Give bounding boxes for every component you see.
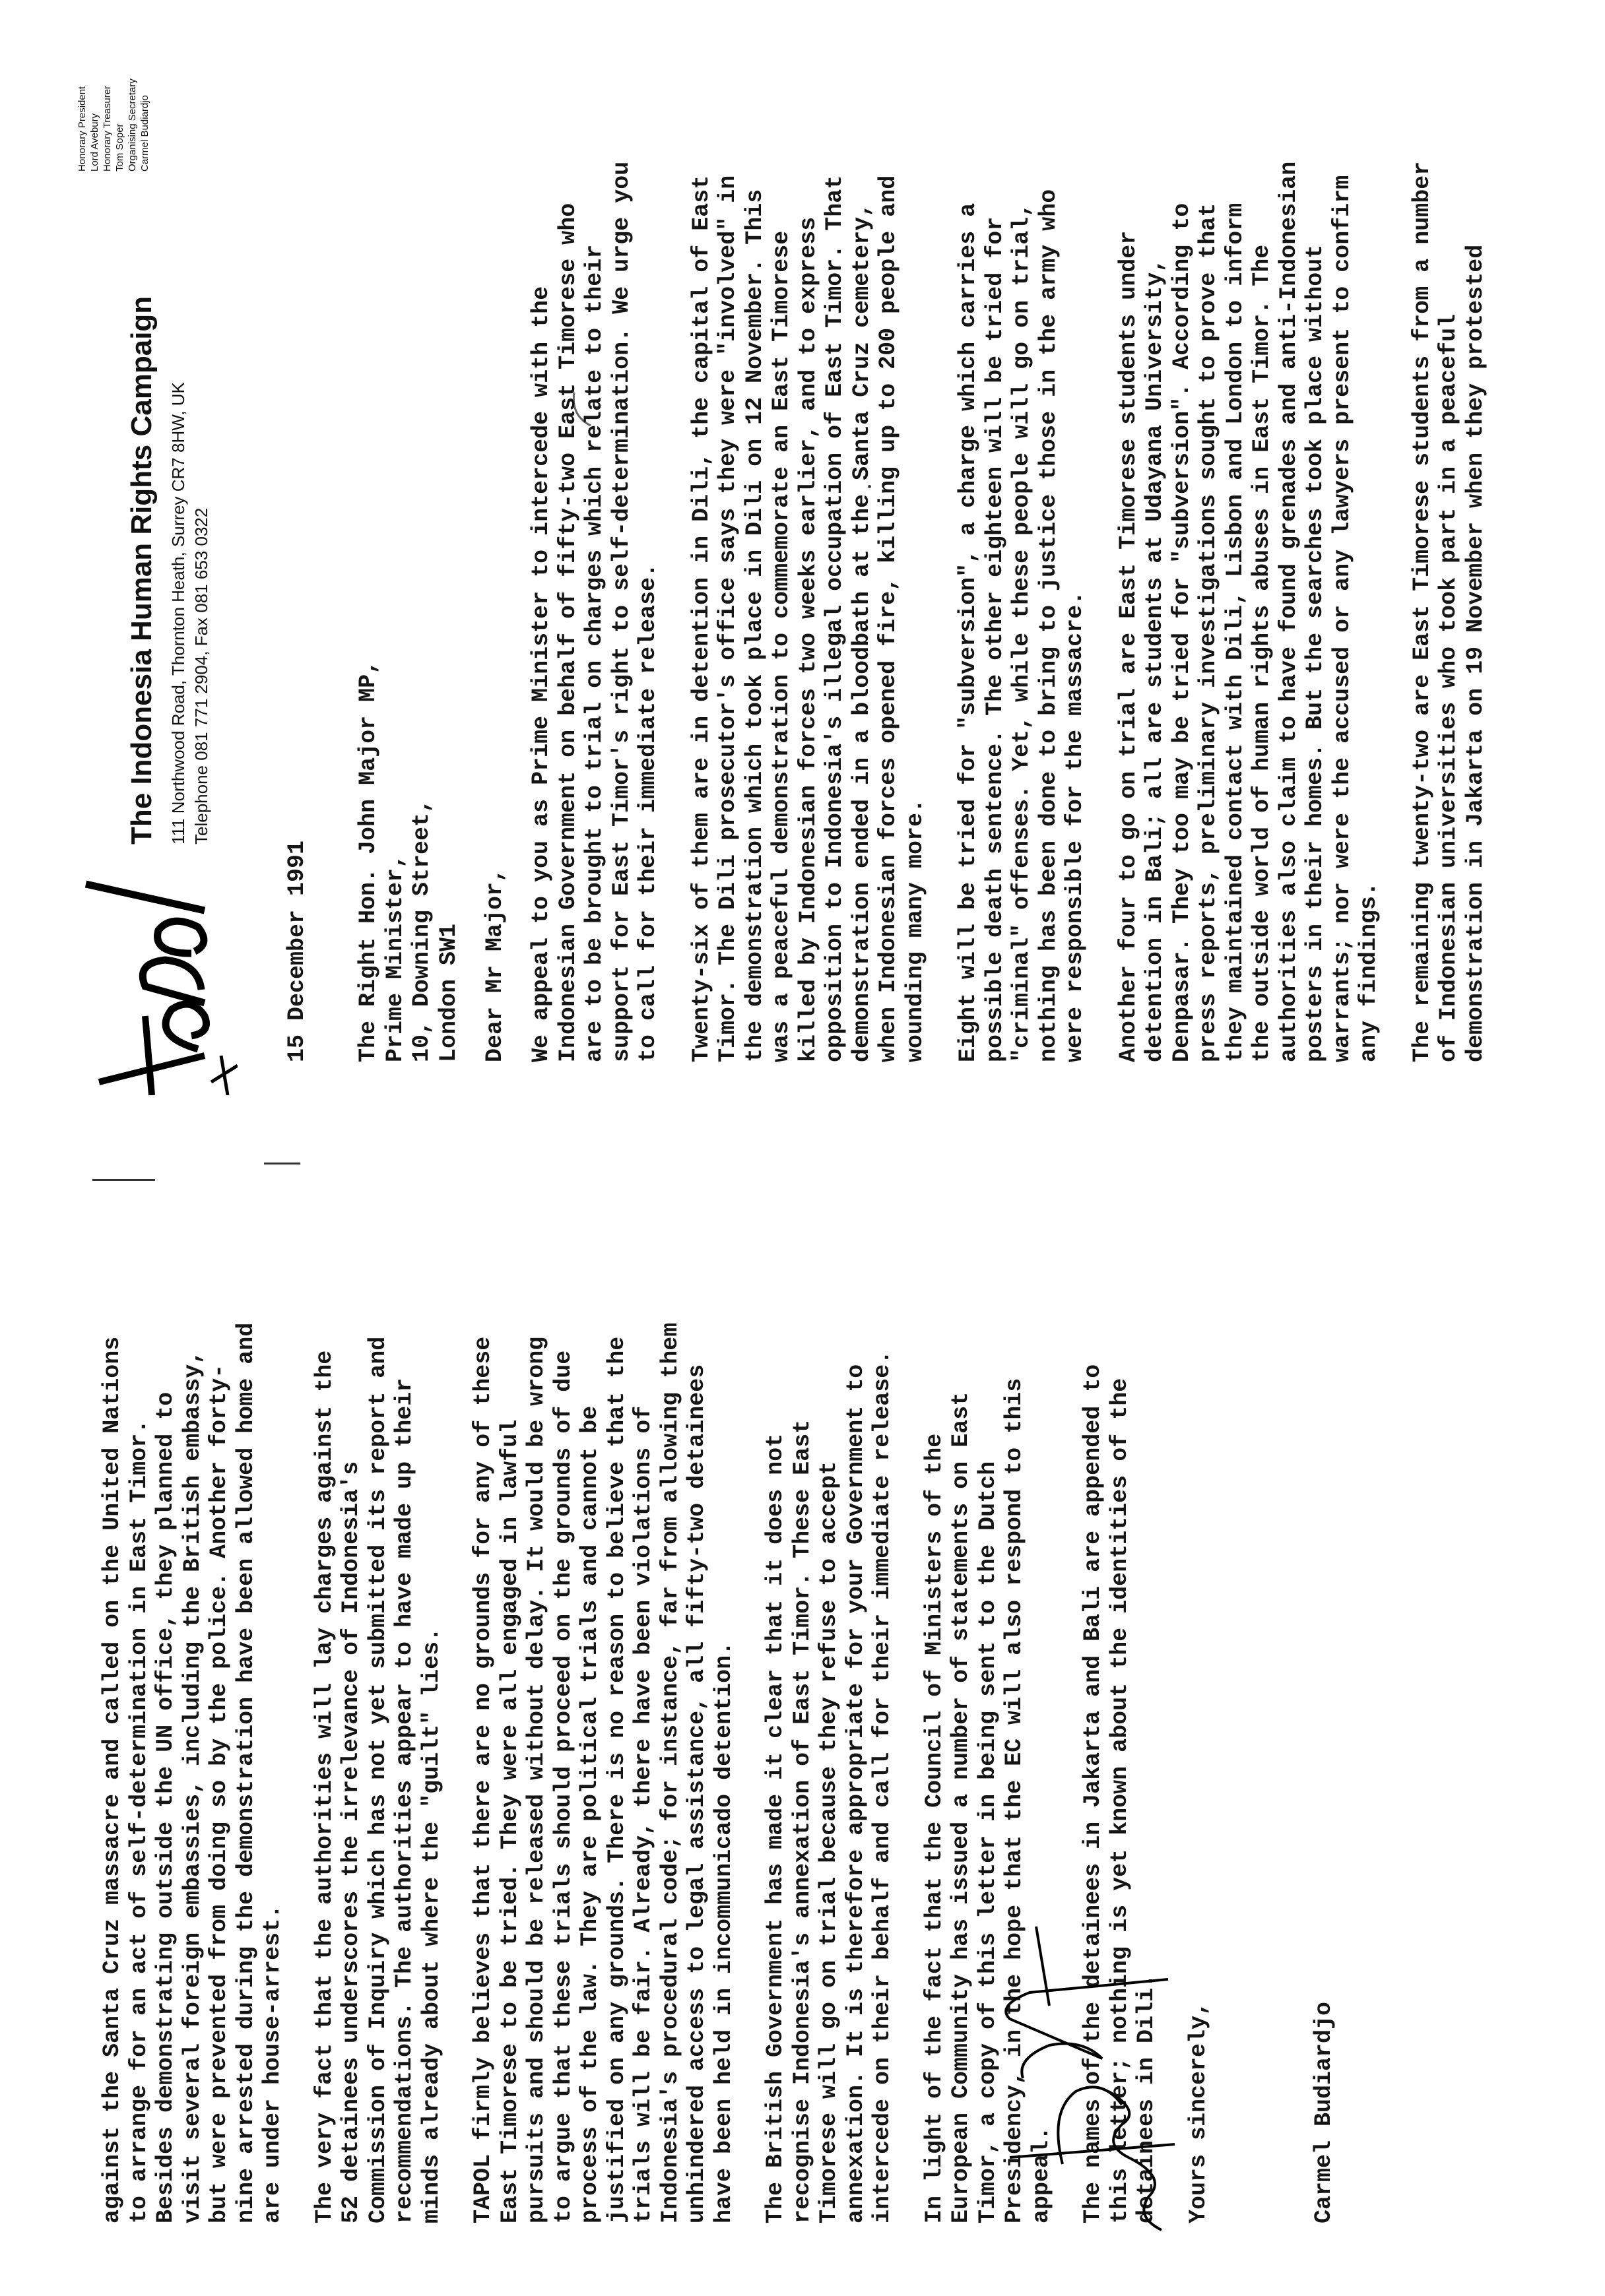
paragraph: We appeal to you as Prime Minister to intercede with the Indonesian Government on behalf of fifty-two East Timorese who are to be brought to trial on charges which relate to their support for East Timor's right to self-determination. We urge you to call for their immediate release.	[528, 161, 661, 1062]
paragraph: TAPOL firmly believes that there are no grounds for any of these East Timorese to be tried. They were all engaged in lawful pursuits and should be released without delay. It would be wrong to argue that these trials should proceed on the grounds of due process of the law. They are political trials and cannot be justified on any grounds. There is no reason to believe that the trials will be fair. Already, there have been violations of Indonesia's procedural code; for instance, far from allowing them unhindered access to legal assistance, all fifty-two detainees have been held in incommunicado detention.	[470, 1322, 737, 2223]
officer-line: Lord Avebury	[89, 113, 100, 172]
officer-line: Tom Soper	[114, 123, 125, 172]
paragraph: The remaining twenty-two are East Timorese students from a number of Indonesian universities who took part in a peaceful demonstration in Jakarta on 19 November when they protested	[1408, 161, 1489, 1062]
signatory-name: Carmel Budiardjo	[1311, 2001, 1337, 2223]
letter-date: 15 December 1991	[284, 840, 310, 1062]
officer-line: Carmel Budiardjo	[139, 95, 150, 172]
organization-contact: Telephone 081 771 2904, Fax 081 653 0322	[191, 507, 211, 845]
paragraph: The names of the detainees in Jakarta and Bali are appended to this letter; nothing is yet known about the identities of the detainees in Dili.	[1080, 1364, 1160, 2223]
officer-line: Honorary Treasurer	[102, 85, 113, 172]
tapol-logo	[73, 871, 238, 1095]
closing: Yours sincerely,	[1185, 2001, 1212, 2223]
fold-mark	[92, 1179, 155, 1181]
organization-name: The Indonesia Human Rights Campaign	[125, 296, 158, 845]
paragraph: The very fact that the authorities will lay charges against the 52 detainees underscores the irrelevance of Indonesia's Commission of Inquiry which has not yet submitted its report and recommendations. The authorities appear to have made up their minds already about where the "guilt" lies.	[311, 1336, 445, 2223]
recipient-address: The Right Hon. John Major MP, Prime Minister, 10, Downing Street, London SW1	[355, 660, 462, 1062]
organization-address: 111 Northwood Road, Thornton Heath, Surrey CR7 8HW, UK	[168, 382, 188, 845]
paragraph: In light of the fact that the Council of Ministers of the European Community has issued a number of statements on East Timor, a copy of this letter in being sent to the Dutch Presidency, in the hope that the EC will also respond to this appeal.	[921, 1378, 1055, 2223]
letter-body-page-1	[528, 33, 1515, 1062]
paragraph: Another four to go on trial are East Timorese students under detention in Bali; all are students at Udayana University, Denpasar. They too may be tried for "subversion". According to press reports, preliminary investigations sought to prove that they maintained contact with Dili, Lisbon and London to inform the outside world of human rights abuses in East Timor. The authorities also claim to have found grenades and anti-Indonesian posters in their homes. But the searches took place without warrants; nor were the accused or any lawyers present to confirm any findings.	[1115, 161, 1382, 1062]
handwritten-signature	[970, 1913, 1188, 2256]
letterhead	[53, 106, 251, 1095]
paragraph: Eight will be tried for "subversion", a charge which carries a possible death sentence. The other eighteen will be tried for "criminal" offenses. Yet, while these people will go on trial, nothing has been done to bring to justice those in the army who were responsible for the massacre.	[955, 189, 1088, 1062]
paragraph: against the Santa Cruz massacre and called on the United Nations to arrange for an act of self-determination in East Timor. Besides demonstrating outside the UN office, they planned to visit several foreign embassies, including the British embassy, but were prevented from doing so by the police. Another forty- nine arrested during the demonstration have been allowed home and are under house-arrest.	[99, 1322, 286, 2223]
officers-list	[76, 13, 151, 172]
officer-line: Honorary President	[77, 86, 88, 172]
paragraph: The British Government has made it clear that it does not recognise Indonesia's annexation of East Timor. These East Timorese will go on trial because they refuse to accept annexation. It is therefore appropriate for your Government to intercede on their behalf and call for their immediate release.	[762, 1350, 896, 2223]
fold-mark	[264, 1163, 300, 1164]
salutation: Dear Mr Major,	[482, 868, 508, 1062]
officer-line: Organising Secretary	[127, 79, 138, 172]
paragraph: Twenty-six of them are in detention in Dili, the capital of East Timor. The Dili prosecutor's office says they were "involved" in the demonstration which took place in Dili on 12 November. This was a peaceful demonstration to commemorate an East Timorese killed by Indonesian forces two weeks earlier, and to express opposition to Indonesia's illegal occupation of East Timor. That demonstration ended in a bloodbath at the Santa Cruz cemetery, when Indonesian forces opened fire, killing up to 200 people and wounding many more.	[688, 175, 929, 1062]
